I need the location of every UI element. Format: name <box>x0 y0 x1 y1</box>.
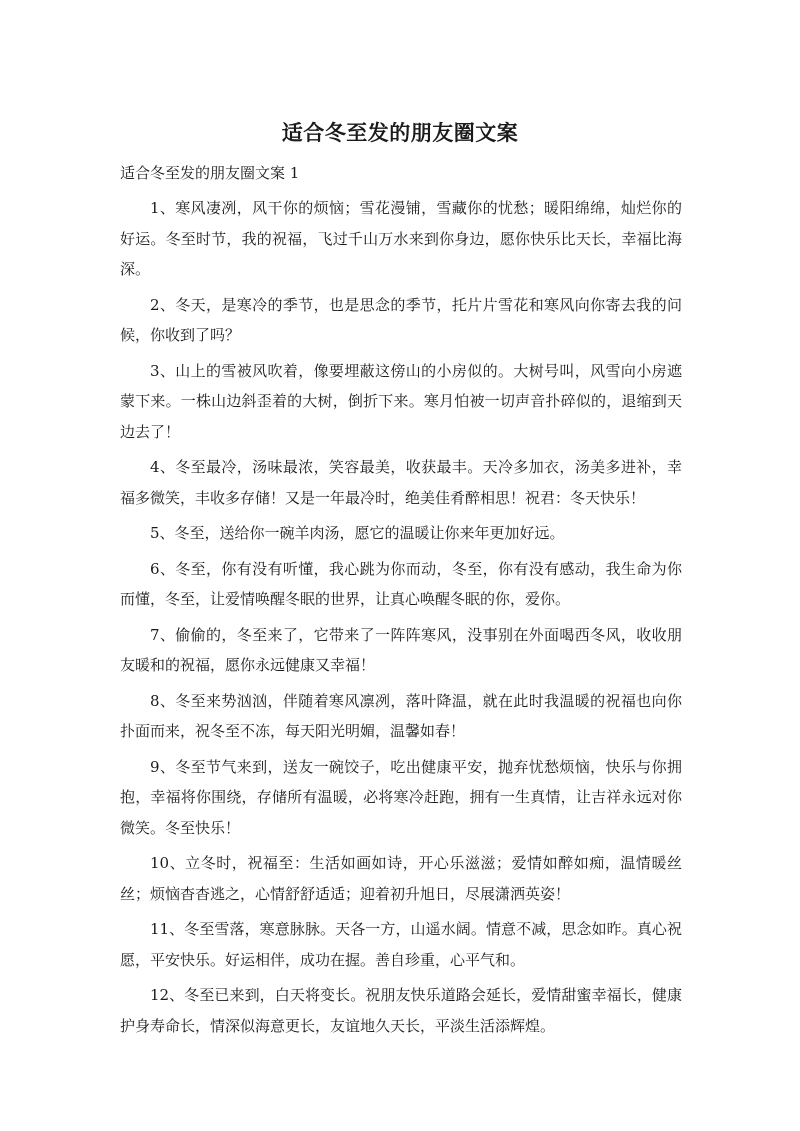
section-subtitle: 适合冬至发的朋友圈文案 1 <box>120 164 300 182</box>
paragraph: 4、冬至最冷，汤味最浓，笑容最美，收获最丰。天冷多加衣，汤美多进补，幸福多微笑，丰收多存储！又是一年最冷时，绝美佳肴醉相思！祝君：冬天快乐！ <box>120 458 682 507</box>
paragraph: 10、立冬时，祝福至：生活如画如诗，开心乐滋滋；爱情如醉如痴，温情暖丝丝；烦恼杳杳逃之，心情舒舒适适；迎着初升旭日，尽展潇洒英姿！ <box>120 854 682 903</box>
paragraph: 7、偷偷的，冬至来了，它带来了一阵阵寒风，没事别在外面喝西冬风，收收朋友暖和的祝福，愿你永远健康又幸福！ <box>120 625 682 674</box>
paragraph: 12、冬至已来到，白天将变长。祝朋友快乐道路会延长，爱情甜蜜幸福长，健康护身寿命长，情深似海意更长，友谊地久天长，平淡生活添辉煌。 <box>120 986 682 1035</box>
paragraph: 11、冬至雪落，寒意脉脉。天各一方，山遥水阔。情意不减，思念如昨。真心祝愿，平安快乐。好运相伴，成功在握。善自珍重，心平气和。 <box>120 920 682 969</box>
paragraph: 9、冬至节气来到，送友一碗饺子，吃出健康平安，抛弃忧愁烦恼，快乐与你拥抱，幸福将你围绕，存储所有温暖，必将寒冷赶跑，拥有一生真情，让吉祥永远对你微笑。冬至快乐！ <box>120 757 682 837</box>
paragraph: 8、冬至来势汹汹，伴随着寒风凛冽，落叶降温，就在此时我温暖的祝福也向你扑面而来，祝冬至不冻，每天阳光明媚，温馨如春！ <box>120 691 682 740</box>
paragraph: 1、寒风凄冽，风干你的烦恼；雪花漫铺，雪藏你的忧愁；暖阳绵绵，灿烂你的好运。冬至时节，我的祝福，飞过千山万水来到你身边，愿你快乐比天长，幸福比海深。 <box>120 199 682 278</box>
document-title: 适合冬至发的朋友圈文案 <box>281 121 519 145</box>
paragraph: 6、冬至，你有没有听懂，我心跳为你而动，冬至，你有没有感动，我生命为你而懂，冬至，让爱情唤醒冬眠的世界，让真心唤醒冬眠的你，爱你。 <box>120 559 682 608</box>
document-body <box>120 162 682 1046</box>
paragraph: 2、冬天，是寒冷的季节，也是思念的季节，托片片雪花和寒风向你寄去我的问候，你收到了吗？ <box>120 295 682 344</box>
paragraph: 3、山上的雪被风吹着，像要埋蔽这傍山的小房似的。大树号叫，风雪向小房遮蒙下来。一株山边斜歪着的大树，倒折下来。寒月怕被一切声音扑碎似的，退缩到天边去了！ <box>120 361 682 441</box>
paragraph: 5、冬至，送给你一碗羊肉汤，愿它的温暖让你来年更加好远。 <box>150 524 565 542</box>
